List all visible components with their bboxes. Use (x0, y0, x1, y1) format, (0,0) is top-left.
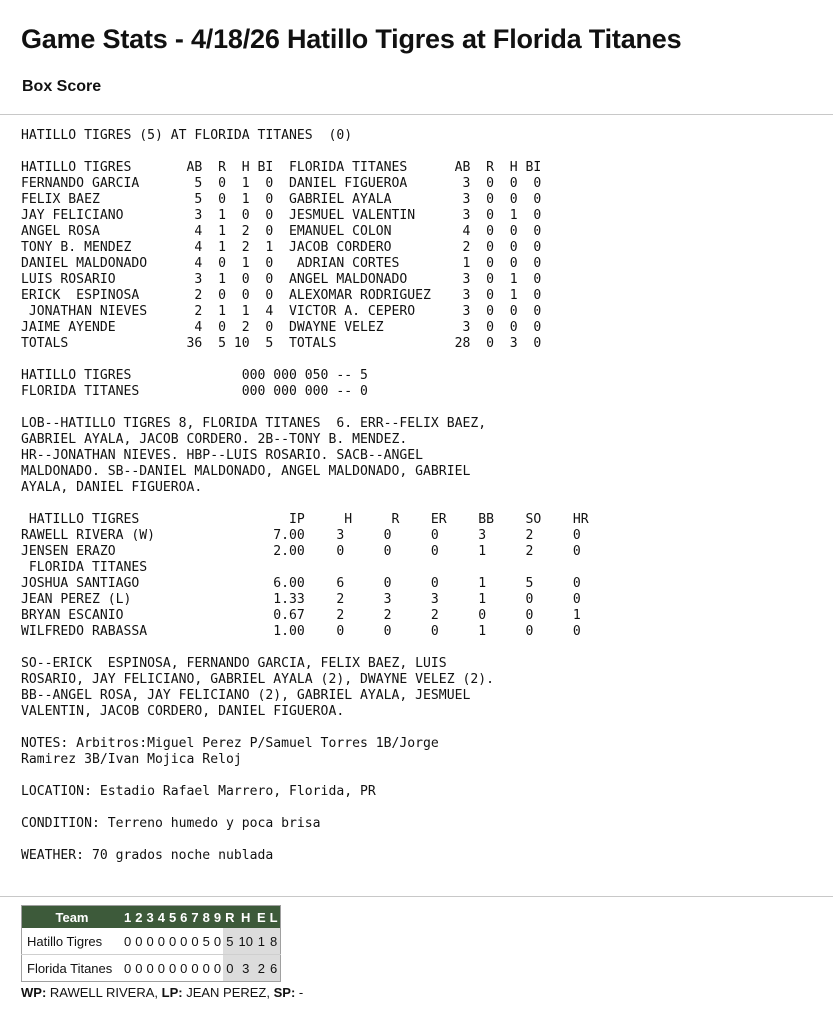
total-hits: 10 (237, 928, 255, 955)
inning-score: 0 (167, 928, 178, 955)
section-title-box-score: Box Score (22, 78, 102, 95)
header-hits: H (237, 906, 255, 929)
inning-score: 0 (189, 928, 200, 955)
winning-pitcher: RAWELL RIVERA, (46, 985, 162, 1000)
inning-score: 5 (201, 928, 212, 955)
header-runs: R (223, 906, 236, 929)
total-hits: 3 (237, 955, 255, 982)
inning-score: 0 (133, 928, 144, 955)
header-inning-9: 9 (212, 906, 223, 929)
header-inning-7: 7 (189, 906, 200, 929)
header-inning-1: 1 (122, 906, 133, 929)
header-inning-4: 4 (156, 906, 167, 929)
team-name: Hatillo Tigres (22, 928, 123, 955)
page-title: Game Stats - 4/18/26 Hatillo Tigres at Florida Titanes (21, 24, 682, 54)
inning-score: 0 (202, 960, 210, 976)
lp-label: LP: (161, 985, 183, 1000)
total-runs: 5 (223, 928, 236, 955)
header-lob: L (268, 906, 280, 929)
divider-bottom (0, 896, 833, 897)
total-errors: 1 (255, 928, 268, 955)
inning-score: 0 (146, 960, 154, 976)
inning-score: 0 (178, 928, 189, 955)
box-score-text: HATILLO TIGRES (5) AT FLORIDA TITANES (0) HATILLO TIGRES AB R H BI FLORIDA TITANES AB R H BI FERNANDO GARCIA 5 0 1 0 DANIEL FIGUEROA 3 0 0 0 FELIX BAEZ 5 0 1 0 GABRIEL AYALA 3 0 0 0 JAY FELICIANO 3 1 0 0 JESMUEL VALENTIN 3 0 1 0 ANGEL ROSA 4 1 2 0 EMANUEL COLON 4 0 0 0 TONY B. MENDEZ 4 1 2 1 JACOB CORDERO 2 0 0 0 DANIEL MALDONADO 4 0 1 0 ADRIAN CORTES 1 0 0 0 LUIS ROSARIO 3 1 0 0 ANGEL MALDONADO 3 0 1 0 ERICK ESPINOSA 2 0 0 0 ALEXOMAR RODRIGUEZ 3 0 1 0 JONATHAN NIEVES 2 1 1 4 VICTOR A. CEPERO 3 0 0 0 JAIME AYENDE 4 0 2 0 DWAYNE VELEZ 3 0 0 0 TOTALS 36 5 10 5 TOTALS 28 0 3 0 HATILLO TIGRES 000 000 050 -- 5 FLORIDA TITANES 000 000 000 -- 0 LOB--HATILLO TIGRES 8, FLORIDA TITANES 6. ERR--FELIX BAEZ, GABRIEL AYALA, JACOB CORDERO. 2B--TONY B. MENDEZ. HR--JONATHAN NIEVES. HBP--LUIS ROSARIO. SACB--ANGEL MALDONADO. SB--DANIEL MALDONADO, ANGEL MALDONADO, GABRIEL AYALA, DANIEL FIGUEROA. HATILLO TIGRES IP H R ER BB SO HR RAWELL RIVERA (W) 7.00 3 0 0 3 2 0 JENSEN ERAZO 2.00 0 0 0 1 2 0 FLORIDA TITANES JOSHUA SANTIAGO 6.00 6 0 0 1 5 0 JEAN PEREZ (L) 1.33 2 3 3 1 0 0 BRYAN ESCANIO 0.67 2 2 2 0 0 1 WILFREDO RABASSA 1.00 0 0 0 1 0 0 SO--ERICK ESPINOSA, FERNANDO GARCIA, FELIX BAEZ, LUIS ROSARIO, JAY FELICIANO, GABRIEL AYALA (2), DWAYNE VELEZ (2). BB--ANGEL ROSA, JAY FELICIANO (2), GABRIEL AYALA, JESMUEL VALENTIN, JACOB CORDERO, DANIEL FIGUEROA. NOTES: Arbitros:Miguel Perez P/Samuel Torres 1B/Jorge Ramirez 3B/Ivan Mojica Reloj LOCATION: Estadio Rafael Marrero, Florida, PR CONDITION: Terreno humedo y poca brisa WEATHER: 70 grados noche nublada (21, 128, 589, 863)
linescore-header-row (22, 906, 281, 929)
header-inning-8: 8 (201, 906, 212, 929)
inning-score: 0 (156, 928, 167, 955)
total-lob: 6 (268, 955, 280, 982)
inning-score: 0 (213, 960, 222, 976)
inning-score: 0 (135, 960, 143, 976)
divider-top (0, 114, 833, 115)
inning-score: 0 (212, 928, 223, 955)
total-lob: 8 (268, 928, 280, 955)
inning-score: 0 (157, 960, 165, 976)
inning-score: 0 (168, 960, 177, 976)
inning-score: 0 (180, 960, 188, 976)
inning-score: 0 (122, 928, 133, 955)
linescore-table (21, 905, 281, 982)
header-errors: E (255, 906, 268, 929)
linescore-row-florida-titanes (22, 955, 281, 982)
inning-score: 0 (191, 960, 199, 976)
header-team: Team (22, 906, 123, 929)
save-pitcher: - (295, 985, 304, 1000)
sp-label: SP: (273, 985, 296, 1000)
header-inning-2: 2 (133, 906, 144, 929)
header-inning-5: 5 (167, 906, 178, 929)
losing-pitcher: JEAN PEREZ, (182, 985, 274, 1000)
total-errors: 2 (255, 955, 268, 982)
wp-label: WP: (21, 985, 47, 1000)
total-runs: 0 (223, 955, 236, 982)
header-inning-3: 3 (144, 906, 155, 929)
pitchers-of-record (21, 985, 303, 1000)
team-name: Florida Titanes (27, 960, 113, 976)
inning-score: 0 (124, 960, 132, 976)
header-inning-6: 6 (178, 906, 189, 929)
linescore-row-hatillo-tigres (22, 928, 281, 955)
inning-score: 0 (144, 928, 155, 955)
